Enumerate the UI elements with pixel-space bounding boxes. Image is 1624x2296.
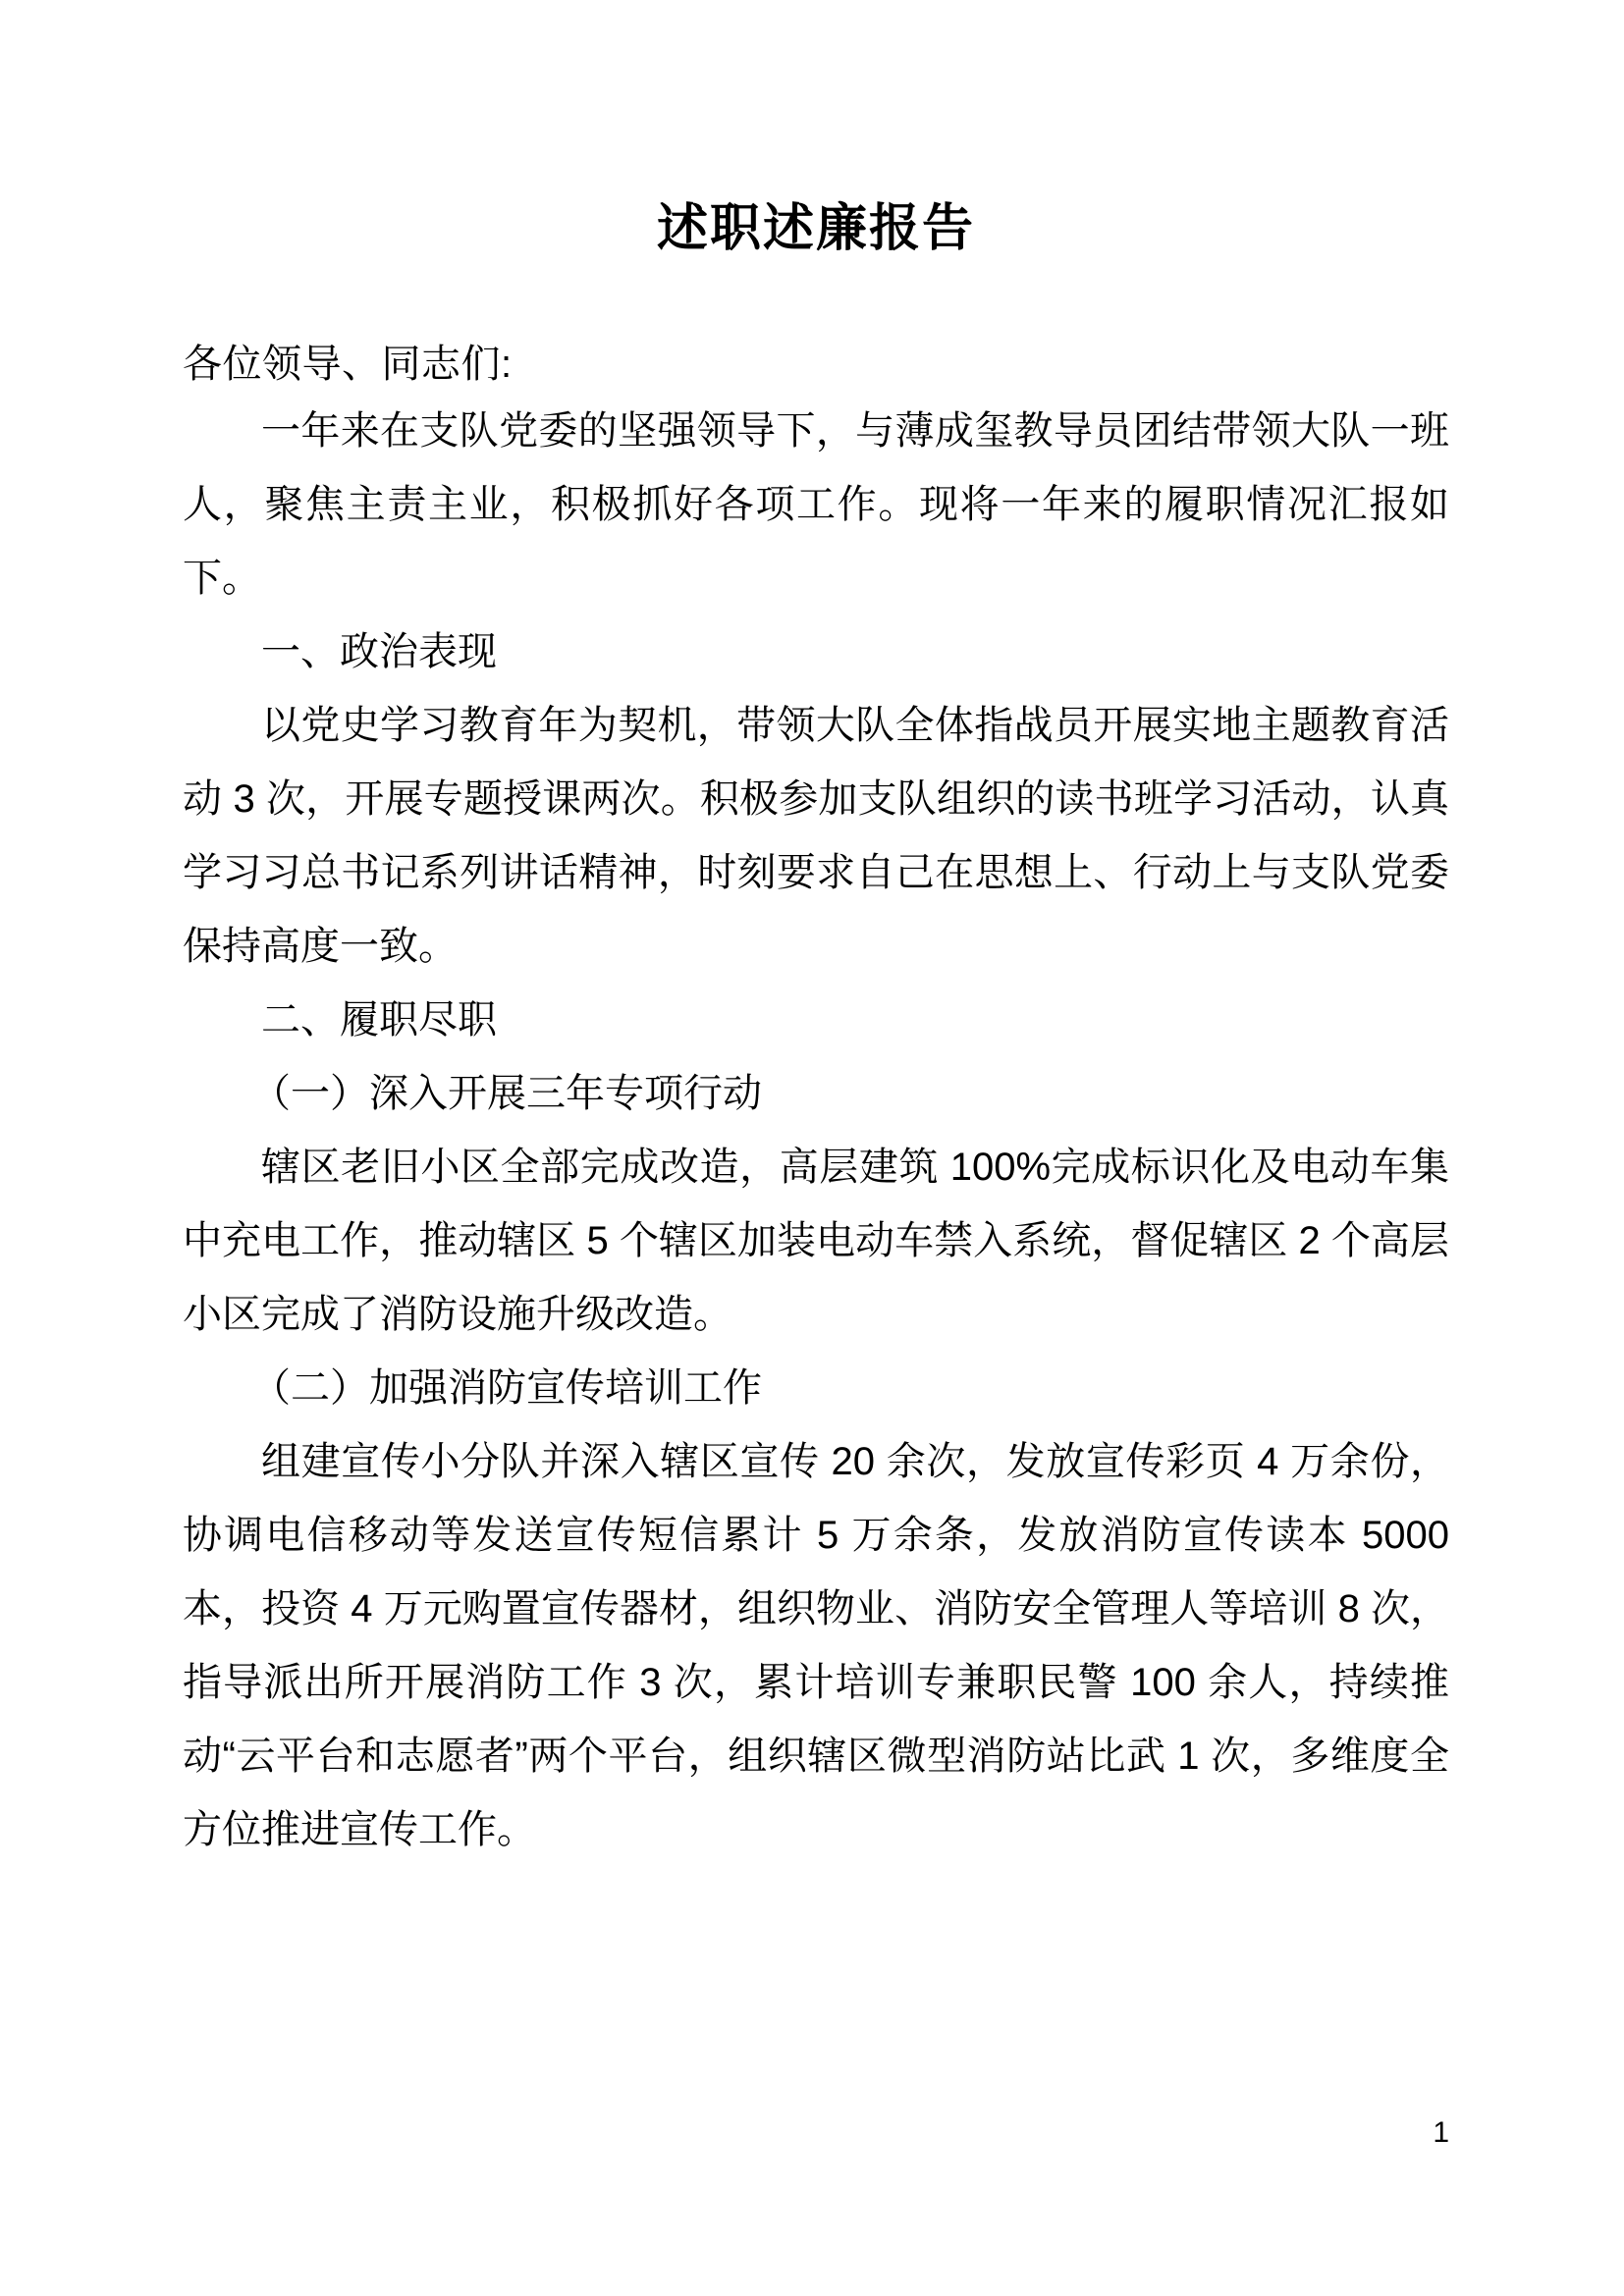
section-heading-2: 二、履职尽职 [261, 998, 497, 1041]
document-content [183, 0, 1449, 1867]
subsection-heading-2-2: （二）加强消防宣传培训工作 [251, 1366, 762, 1410]
paragraph-intro: 一年来在支队党委的坚强领导下，与薄成玺教导员团结带领大队一班人，聚焦主责主业，积极抓好各项工作。现将一年来的履职情况汇报如下。 [183, 409, 1449, 600]
subsection-heading-2-1: （一）深入开展三年专项行动 [251, 1072, 762, 1115]
paragraph-section-1-body: 以党史学习教育年为契机，带领大队全体指战员开展实地主题教育活动 3 次，开展专题授课两次。积极参加支队组织的读书班学习活动，认真学习习总书记系列讲话精神，时刻要求自己在思想上、行动上与支队党委保持高度一致。 [183, 704, 1449, 968]
paragraph-section-2-1-body: 辖区老旧小区全部完成改造，高层建筑 100%完成标识化及电动车集中充电工作，推动辖区 5 个辖区加装电动车禁入系统，督促辖区 2 个高层小区完成了消防设施升级改造。 [183, 1146, 1449, 1336]
page-title: 述职述廉报告 [656, 200, 975, 257]
section-heading-1: 一、政治表现 [261, 630, 497, 673]
paragraph-section-2-2-body: 组建宣传小分队并深入辖区宣传 20 余次，发放宣传彩页 4 万余份，协调电信移动等发送宣传短信累计 5 万余条，发放消防宣传读本 5000 本，投资 4 万元购置宣传器材，组织物业、消防安全管理人等培训 8 次，指导派出所开展消防工作 3 次，累计培训专兼职民警 100 余人，持续推动“云平台和志愿者”两个平台，组织辖区微型消防站比武 1 次，多维度全方位推进宣传工作。 [183, 1440, 1449, 1851]
page-number: 1 [1433, 2116, 1449, 2149]
salutation-line: 各位领导、同志们: [183, 343, 513, 386]
